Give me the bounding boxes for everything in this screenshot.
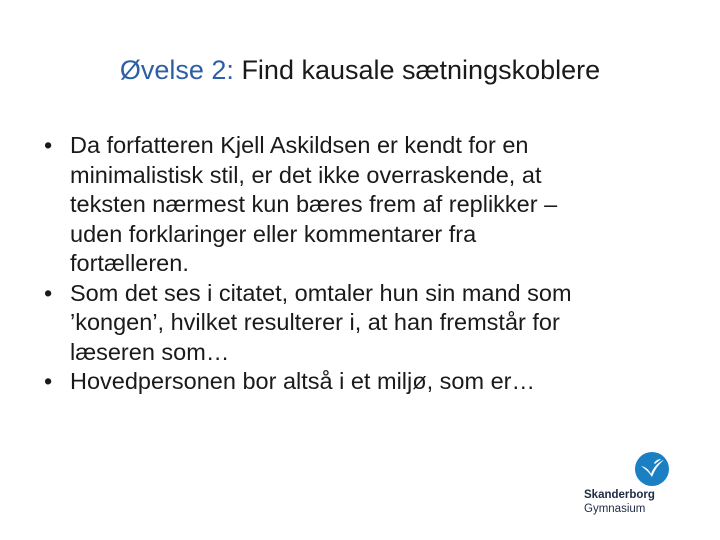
bullet-item [44,367,684,397]
bullet-line: Hovedpersonen bor altså i et miljø, som er… [70,368,535,394]
bullet-line: Da forfatteren Kjell Askildsen er kendt for en [70,132,529,158]
title-main: Find kausale sætningskoblere [241,55,601,85]
bullet-line: teksten nærmest kun bæres frem af replikker – [70,191,558,217]
logo-subtitle: Gymnasium [584,503,646,515]
bullet-item [44,131,684,279]
bullet-dot: • [44,368,53,394]
bullet-line: fortælleren. [70,250,189,276]
bullet-line: uden forklaringer eller kommentarer fra [70,220,477,247]
school-logo [584,451,674,519]
bullet-line: minimalistisk stil, er det ikke overraskende, at [70,161,542,188]
slide-title [0,52,720,88]
bullet-list [44,131,684,397]
bullet-line: Som det ses i citatet, omtaler hun sin mand som [70,279,572,306]
bullet-line: læseren som… [70,338,230,365]
title-prefix: Øvelse 2: [119,55,234,85]
bullet-item [44,279,684,368]
bird-logo-icon [634,451,670,487]
bullet-line: ’kongen’, hvilket resulterer i, at han fremstår for [70,309,560,335]
bullet-dot: • [44,279,53,306]
logo-name: Skanderborg [584,489,655,501]
bullet-dot: • [44,132,53,158]
